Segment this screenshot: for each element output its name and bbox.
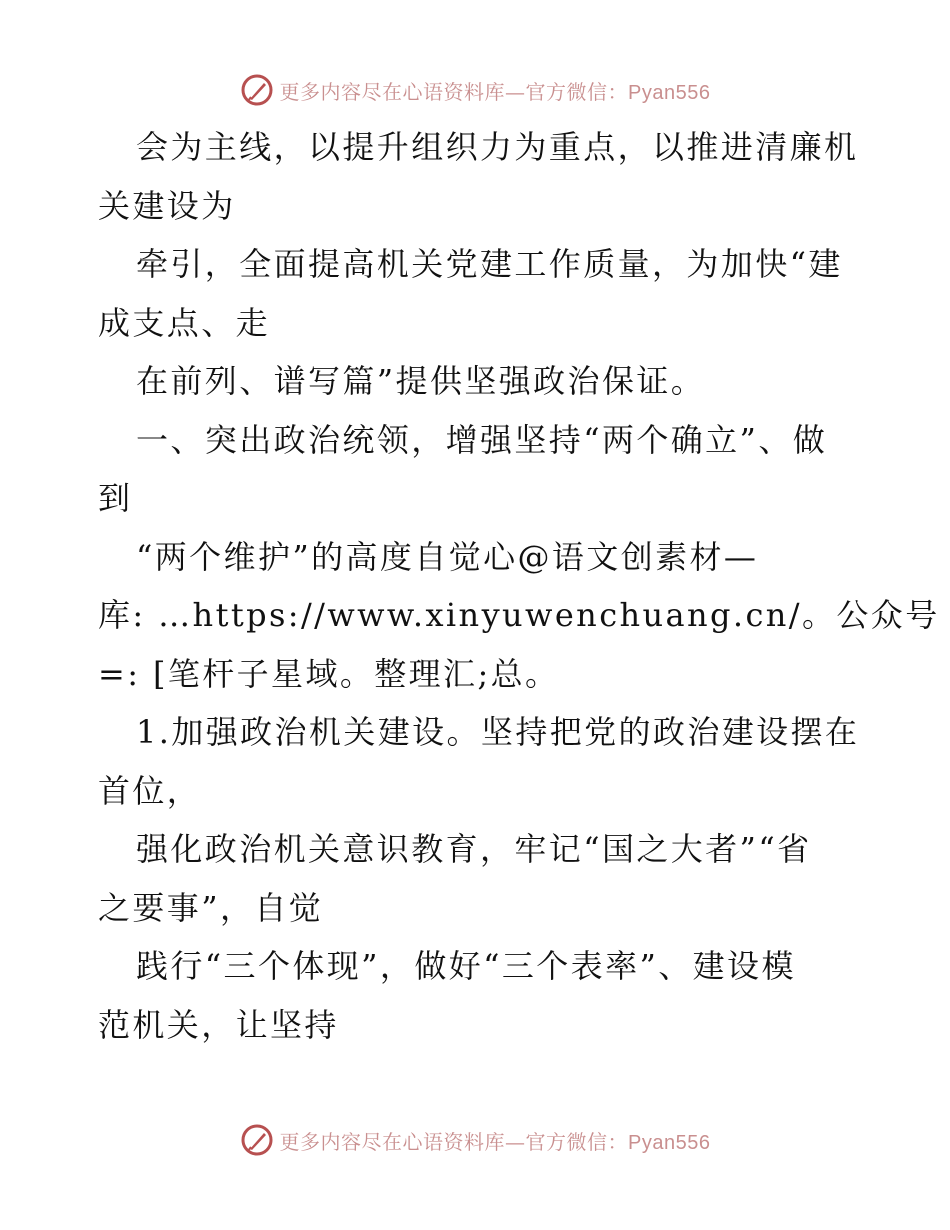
footer-watermark [0,1120,950,1160]
header-watermark [0,70,950,110]
text-line: 之要事”，自觉 [98,888,324,927]
text-line: 践行“三个体现”，做好“三个表率”、建设模 [136,947,796,985]
text-line: 范机关，让坚持 [98,1005,339,1044]
text-line: 会为主线，以提升组织力为重点，以推进清廉机 [136,128,859,166]
text-line: 库: …https://www.xinyuwenchuang.cn/。公众号 [98,596,940,634]
text-line: 首位， [98,771,202,810]
watermark-text: 更多内容尽在心语资料库—官方微信：Pyan556 [279,1129,711,1154]
watermark-text: 更多内容尽在心语资料库—官方微信：Pyan556 [279,79,711,104]
quill-pen-icon [240,1123,274,1157]
text-line: 到 [98,479,133,517]
document-body [98,118,940,1054]
quill-pen-icon [240,73,274,107]
text-line: 一、突出政治统领，增强坚持“两个确立”、做 [136,420,828,459]
text-line: 关建设为 [98,186,236,225]
text-line: 成支点、走 [98,303,271,342]
text-line: “两个维护”的高度自觉心@语文创素材— [136,537,759,576]
text-line: 1.加强政治机关建设。坚持把党的政治建设摆在 [136,713,860,751]
text-line: 牵引，全面提高机关党建工作质量，为加快“建 [136,245,843,283]
text-line: =: [笔杆子星域。整理汇;总。 [98,654,560,693]
text-line: 强化政治机关意识教育，牢记“国之大者”“省 [136,830,812,868]
text-line: 在前列、谱写篇”提供坚强政治保证。 [136,362,706,400]
